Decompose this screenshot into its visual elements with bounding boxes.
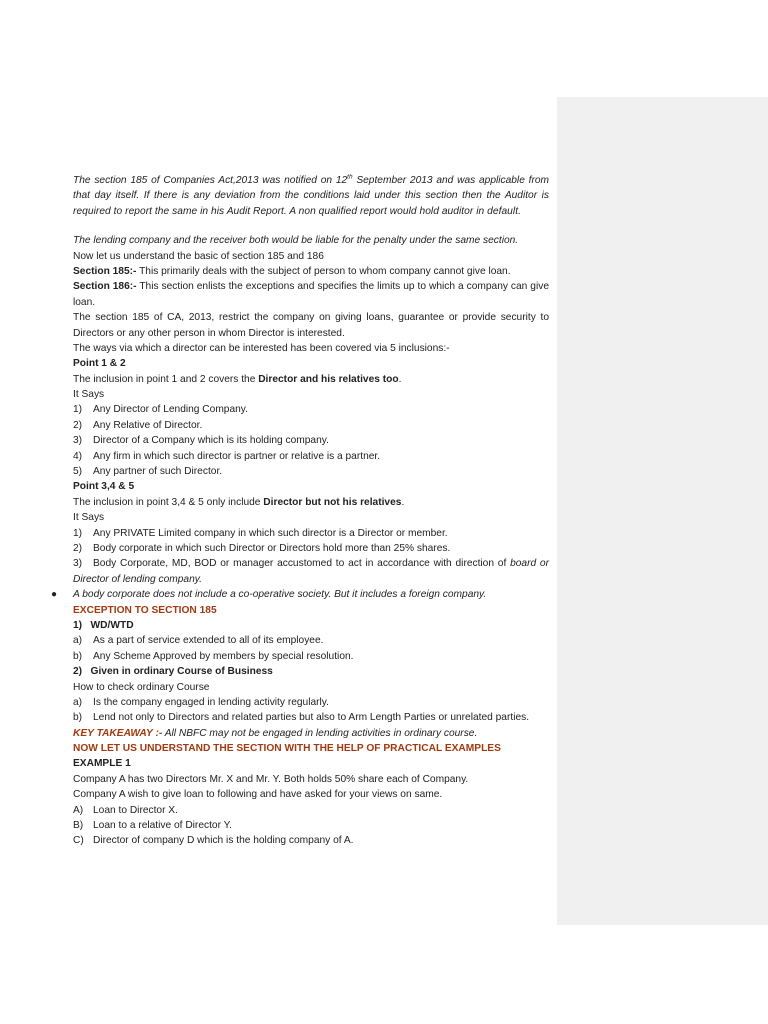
- ordinary-heading: 2) Given in ordinary Course of Business: [73, 666, 273, 678]
- point-345-heading: Point 3,4 & 5: [73, 481, 135, 493]
- intro-line-2: that day itself. If there is any deviation from the conditions laid under this section then the Auditor is: [73, 190, 549, 202]
- list-item: 4) Any firm in which such director is partner or relative is a partner.: [73, 450, 381, 462]
- list-item: 1) Any Director of Lending Company.: [73, 404, 248, 416]
- point-12-says: It Says: [73, 389, 105, 401]
- understand-basic: Now let us understand the basic of section 185 and 186: [73, 250, 324, 262]
- point-345-says: It Says: [73, 512, 105, 524]
- intro-line-1: The section 185 of Companies Act,2013 was notified on 12th September 2013 and was applicable from: [73, 173, 549, 186]
- lending-note: The lending company and the receiver both would be liable for the penalty under the same section.: [73, 235, 519, 247]
- list-item: 3) Director of a Company which is its holding company.: [73, 435, 329, 447]
- examples-heading: NOW LET US UNDERSTAND THE SECTION WITH THE HELP OF PRACTICAL EXAMPLES: [73, 743, 501, 755]
- list-item: a) Is the company engaged in lending activity regularly.: [73, 696, 329, 708]
- bullet-note: ● A body corporate does not include a co-operative society. But it includes a foreign company.: [73, 587, 549, 602]
- key-takeaway: KEY TAKEAWAY :- All NBFC may not be engaged in lending activities in ordinary course.: [73, 727, 478, 739]
- section-186-line: Section 186:- This section enlists the exceptions and specifies the limits up to which a company can give: [73, 281, 549, 293]
- list-item: 1) Any PRIVATE Limited company in which such director is a Director or member.: [73, 527, 448, 539]
- point-12-heading: Point 1 & 2: [73, 358, 126, 370]
- list-item: A) Loan to Director X.: [73, 804, 178, 816]
- list-item: C) Director of company D which is the holding company of A.: [73, 835, 354, 847]
- list-item: 2) Body corporate in which such Director or Directors hold more than 25% shares.: [73, 542, 451, 554]
- comment-pane: [557, 97, 768, 925]
- point-12-desc: The inclusion in point 1 and 2 covers the Director and his relatives too.: [73, 373, 402, 385]
- list-item: 5) Any partner of such Director.: [73, 466, 223, 478]
- list-item: b) Lend not only to Directors and related parties but also to Arm Length Parties or unrelated parties.: [73, 712, 530, 724]
- document-body: [51, 173, 549, 849]
- wd-heading: 1) WD/WTD: [73, 619, 134, 631]
- check-line: How to check ordinary Course: [73, 681, 210, 693]
- list-item: 3) Body Corporate, MD, BOD or manager accustomed to act in accordance with direction of board or: [73, 558, 549, 570]
- list-item: a) As a part of service extended to all of its employee.: [73, 635, 324, 647]
- list-item: 2) Any Relative of Director.: [73, 419, 203, 431]
- example-1-line-1: Company A has two Directors Mr. X and Mr. Y. Both holds 50% share each of Company.: [73, 773, 469, 785]
- list-item: B) Loan to a relative of Director Y.: [73, 820, 232, 832]
- bullet-dot-icon: ●: [51, 589, 58, 601]
- intro-line-3: required to report the same in his Audit Report. A non qualified report would hold auditor in default.: [73, 205, 521, 217]
- example-1-line-2: Company A wish to give loan to following and have asked for your views on same.: [73, 789, 443, 801]
- exception-heading: EXCEPTION TO SECTION 185: [73, 604, 217, 616]
- restrict-line-2: Directors or any other person in whom Director is interested.: [73, 327, 345, 339]
- ways-line: The ways via which a director can be interested has been covered via 5 inclusions:-: [73, 342, 450, 354]
- point-345-desc: The inclusion in point 3,4 & 5 only include Director but not his relatives.: [73, 496, 405, 508]
- section-186-cont: loan.: [73, 296, 96, 308]
- section-185-line: Section 185:- This primarily deals with the subject of person to whom company cannot give loan.: [73, 265, 511, 277]
- restrict-line-1: The section 185 of CA, 2013, restrict the company on giving loans, guarantee or provide security to: [73, 312, 549, 324]
- list-item: b) Any Scheme Approved by members by special resolution.: [73, 650, 354, 662]
- example-1-heading: EXAMPLE 1: [73, 758, 131, 770]
- list-item-cont: Director of lending company.: [73, 573, 202, 585]
